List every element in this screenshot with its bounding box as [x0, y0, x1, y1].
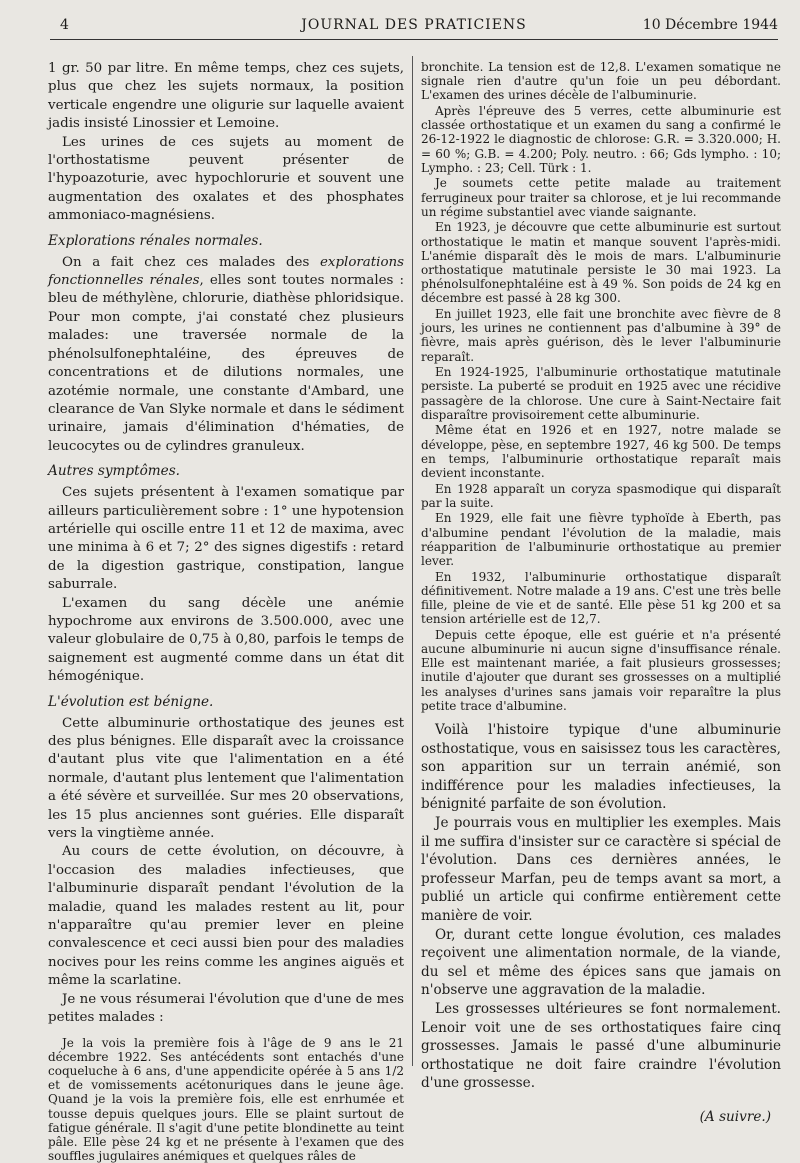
paragraph: Les grossesses ultérieures se font normalement. Lenoir voit une de ses orthostatiques faire cinq grossesses. Jamais le passé d'une albuminurie orthostatique ne doit faire craindre l'évolution d'une grossesse. — [421, 1000, 781, 1093]
paragraph: Je ne vous résumerai l'évolution que d'une de mes petites malades : — [48, 991, 404, 1028]
right-column — [421, 60, 781, 1125]
case-paragraph: Je la vois la première fois à l'âge de 9 ans le 21 décembre 1922. Ses antécédents sont entachés d'une coqueluche à 6 ans, d'une appendicite opérée à 5 ans 1/2 et de vomissements acétonuriques dans le jeune âge. Quand je la vois la première fois, elle est enrhumée et tousse depuis quelques jours. Elle se plaint surtout de fatigue générale. Il s'agit d'une petite blondinette au teint pâle. Elle pèse 24 kg et ne présente à l'examen que des souffles jugulaires anémiques et quelques râles de — [48, 1036, 404, 1163]
paragraph: Or, durant cette longue évolution, ces malades reçoivent une alimentation normale, de la viande, du sel et même des épices sans que jamais on n'observe une aggravation de la maladie. — [421, 926, 781, 1000]
paragraph: 1 gr. 50 par litre. En même temps, chez ces sujets, plus que chez les sujets normaux, la position verticale engendre une oligurie sur laquelle avaient jadis insisté Linossier et Lemoine. — [48, 60, 404, 134]
case-paragraph: En 1929, elle fait une fièvre typhoïde à Eberth, pas d'albumine pendant l'évolution de la maladie, mais réapparition de l'albuminurie orthostatique au premier lever. — [421, 511, 781, 568]
paragraph: Au cours de cette évolution, on découvre, à l'occasion des maladies infectieuses, que l'albuminurie disparaît pendant l'évolution de la maladie, quand les malades restent au lit, pour n'apparaître qu'au premier lever en pleine convalescence et ceci aussi bien pour des maladies nocives pour les reins comme les angines aiguës et même la scarlatine. — [48, 843, 404, 990]
journal-title: JOURNAL DES PRATICIENS — [50, 17, 778, 33]
case-paragraph: Même état en 1926 et en 1927, notre malade se développe, pèse, en septembre 1927, 46 kg 500. De temps en temps, l'albuminurie orthostatique reparaît mais devient inconstante. — [421, 423, 781, 480]
case-paragraph: Après l'épreuve des 5 verres, cette albuminurie est classée orthostatique et un examen du sang a confirmé le 26-12-1922 le diagnostic de chlorose: G.R. = 3.320.000; H. = 60 %; G.B. = 4.200; Poly. neutro. : 66; Gds lympho. : 10; Lympho. : 23; Cell. Türk : 1. — [421, 104, 781, 175]
case-paragraph: En 1932, l'albuminurie orthostatique disparaît définitivement. Notre malade a 19 ans. C'est une très belle fille, pleine de vie et de santé. Elle pèse 51 kg 200 et sa tension artérielle est de 12,7. — [421, 570, 781, 627]
case-paragraph: Depuis cette époque, elle est guérie et n'a présenté aucune albuminurie ni aucun signe d'insuffisance rénale. Elle est maintenant mariée, a fait plusieurs grossesses; inutile d'ajouter que durant ses grossesses on a multiplié les analyses d'urines sans jamais voir reparaître la plus petite trace d'albumine. — [421, 628, 781, 713]
page-number: 4 — [60, 17, 69, 33]
issue-date: 10 Décembre 1944 — [643, 17, 778, 33]
paragraph: Je pourrais vous en multiplier les exemples. Mais il me suffira d'insister sur ce caractère si spécial de l'évolution. Dans ces dernières années, le professeur Marfan, peu de temps avant sa mort, a publié un article qui confirme entièrement cette manière de voir. — [421, 814, 781, 926]
section-heading: L'évolution est bénigne. — [48, 693, 404, 711]
case-paragraph: Je soumets cette petite malade au traitement ferrugineux pour traiter sa chlorose, et je lui recommande un régime substantiel avec viande saignante. — [421, 176, 781, 219]
to-be-continued: (A suivre.) — [421, 1109, 781, 1125]
section-heading: Explorations rénales normales. — [48, 232, 404, 250]
case-paragraph: En 1928 apparaît un coryza spasmodique qui disparaît par la suite. — [421, 482, 781, 510]
paragraph: Les urines de ces sujets au moment de l'orthostatisme peuvent présenter de l'hypoazoturie, avec hypochlorurie et souvent une augmentation des oxalates et des phosphates ammoniaco-magnésiens. — [48, 134, 404, 226]
section-heading: Autres symptômes. — [48, 462, 404, 480]
case-paragraph: bronchite. La tension est de 12,8. L'examen somatique ne signale rien d'autre qu'un foie un peu débordant. L'examen des urines décèle de l'albuminurie. — [421, 60, 781, 103]
case-paragraph: En 1924-1925, l'albuminurie orthostatique matutinale persiste. La puberté se produit en 1925 avec une récidive passagère de la chlorose. Une cure à Saint-Nectaire fait disparaître provisoirement cette albuminurie. — [421, 365, 781, 422]
paragraph: L'examen du sang décèle une anémie hypochrome aux environs de 3.500.000, avec une valeur globulaire de 0,75 à 0,80, parfois le temps de saignement est augmenté comme dans un état dit hémogénique. — [48, 595, 404, 687]
paragraph: Cette albuminurie orthostatique des jeunes est des plus bénignes. Elle disparaît avec la croissance d'autant plus vite que l'alimentation en a été normale, d'autant plus lentement que l'alimentation a été sévère et surveillée. Sur mes 20 observations, les 15 plus anciennes sont guéries. Elle disparaît vers la vingtième année. — [48, 715, 404, 844]
paragraph: Ces sujets présentent à l'examen somatique par ailleurs particulièrement sobre : 1° une hypotension artérielle qui oscille entre 11 et 12 de maxima, avec une minima à 6 et 7; 2° des signes digestifs : retard de la digestion gastrique, constipation, langue saburrale. — [48, 484, 404, 594]
paragraph: Voilà l'histoire typique d'une albuminurie osthostatique, vous en saisissez tous les caractères, son apparition sur un terrain anémié, son indifférence pour les maladies infectieuses, la bénignité parfaite de son évolution. — [421, 721, 781, 814]
case-paragraph: En juillet 1923, elle fait une bronchite avec fièvre de 8 jours, les urines ne contiennent pas d'albumine à 39° de fièvre, mais après guérison, dès le lever l'albuminurie reparaît. — [421, 307, 781, 364]
paragraph: On a fait chez ces malades des explorations fonctionnelles rénales, elles sont toutes normales : bleu de méthylène, chlorurie, diathèse phloridsique. Pour mon compte, j'ai constaté chez plusieurs malades: une traversée normale de la phénolsulfonephtaléine, des épreuves de concentrations et de dilutions normales, une azotémie normale, une constante d'Ambard, une clearance de Van Slyke normale et dans le sédiment urinaire, jamais d'élimination d'hématies, de leucocytes ou de cylindres granuleux. — [48, 254, 404, 456]
page-header — [50, 17, 778, 40]
left-column — [48, 60, 404, 1163]
column-divider — [412, 56, 413, 1066]
case-paragraph: En 1923, je découvre que cette albuminurie est surtout orthostatique le matin et manque souvent l'après-midi. L'anémie disparaît dès le mois de mars. L'albuminurie orthostatique matutinale persiste le 30 mai 1923. La phénolsulfonephtaléine est à 49 %. Son poids de 24 kg en décembre est passé à 28 kg 300. — [421, 220, 781, 305]
